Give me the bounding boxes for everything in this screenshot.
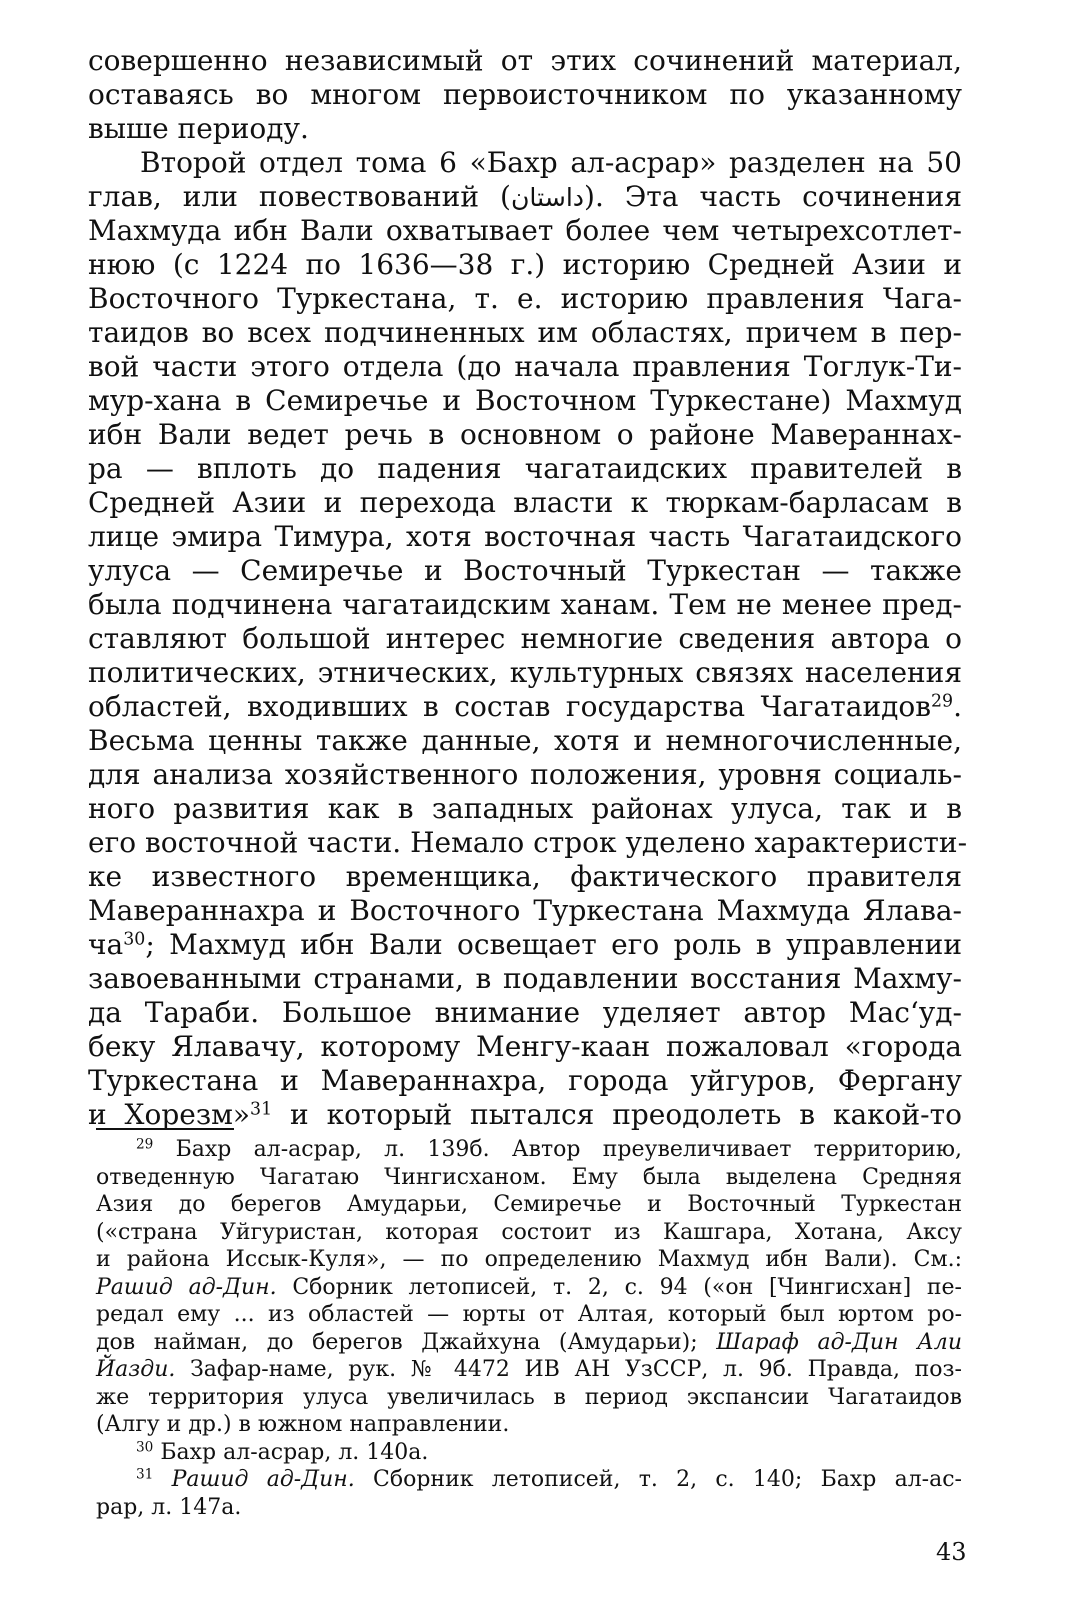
footnote-line: отведенную Чагатаю Чингисханом. Ему была выделена Средняя bbox=[96, 1164, 962, 1190]
text-fragment: Зафар-наме, рук. № 4472 ИВ АН УзССР, л. 9б. Правда, поз- bbox=[175, 1357, 962, 1382]
text-line: Туркестана и Мавераннахра, города уйгуров, Фергану bbox=[88, 1064, 962, 1097]
author-name: Рашид ад-Дин. bbox=[171, 1467, 355, 1492]
text-fragment: Сборник летописей, т. 2, с. 140; Бахр ал-ас- bbox=[354, 1467, 962, 1492]
text-line: да Тараби. Большое внимание уделяет автор Мас‘уд- bbox=[88, 996, 962, 1029]
footnote-line bbox=[96, 1274, 962, 1302]
text-fragment: Бахр ал-асрар, л. 140а. bbox=[153, 1439, 429, 1465]
footnote-line bbox=[96, 1329, 962, 1357]
text-fragment: ча bbox=[88, 928, 124, 961]
text-fragment: глав, или повествований ( bbox=[88, 180, 511, 213]
text-line: ного развития как в западных районах улуса, так и в bbox=[88, 792, 962, 825]
text-fragment: дов найман, до берегов Джайхуна (Амударьи); bbox=[96, 1329, 717, 1355]
footnote-ref-31[interactable]: 31 bbox=[250, 1099, 273, 1120]
footnote-line: рар, л. 147а. bbox=[96, 1494, 242, 1520]
footnote-ref-29[interactable]: 29 bbox=[931, 691, 954, 712]
text-line: Средней Азии и перехода власти к тюркам-барласам в bbox=[88, 486, 962, 519]
text-line: таидов во всех подчиненных им областях, причем в пер- bbox=[88, 316, 962, 349]
text-line: была подчинена чагатаидским ханам. Тем не менее пред- bbox=[88, 588, 962, 621]
text-fragment: Сборник летописей, т. 2, с. 94 («он [Чингисхан] пе- bbox=[276, 1274, 962, 1300]
footnote-marker: 29 bbox=[136, 1136, 154, 1153]
text-line: политических, этнических, культурных связях населения bbox=[88, 656, 962, 689]
footnote-line: редал ему ... из областей — юрты от Алтая, который был юртом ро- bbox=[96, 1302, 962, 1327]
text-line bbox=[88, 690, 962, 724]
text-line: ибн Вали ведет речь в основном о районе Мавераннах- bbox=[88, 418, 962, 451]
footnote-line: («страна Уйгуристан, которая состоит из Кашгара, Хотана, Аксу bbox=[96, 1219, 962, 1245]
footnote-marker: 30 bbox=[136, 1439, 154, 1455]
footnote-29 bbox=[96, 1136, 962, 1164]
text-fragment: ). Эта часть сочинения bbox=[584, 180, 963, 213]
text-line: оставаясь во многом первоисточником по указанному bbox=[88, 78, 962, 111]
footnote-ref-30[interactable]: 30 bbox=[123, 929, 146, 950]
text-line: мур-хана в Семиречье и Восточном Туркестане) Махмуд bbox=[88, 384, 962, 417]
footnote-line: и района Иссык-Куля», — по определению Махмуд ибн Вали). См.: bbox=[96, 1247, 962, 1272]
text-line: лице эмира Тимура, хотя восточная часть Чагатаидского bbox=[88, 520, 962, 553]
arabic-term: داستان bbox=[510, 183, 585, 212]
text-fragment: и Хорезм» bbox=[88, 1098, 251, 1131]
text-line: Второй отдел тома 6 «Бахр ал-асрар» разделен на 50 bbox=[140, 146, 962, 179]
text-line: Весьма ценны также данные, хотя и немногочисленные, bbox=[88, 724, 962, 757]
footnote-line: Азия до берегов Амударьи, Семиречье и Восточный Туркестан bbox=[96, 1192, 962, 1217]
footnote-line bbox=[96, 1356, 962, 1384]
text-line: нюю (с 1224 по 1636—38 г.) историю Средней Азии и bbox=[88, 248, 962, 281]
text-line: Восточного Туркестана, т. е. историю правления Чага- bbox=[88, 282, 962, 315]
text-line: для анализа хозяйственного положения, уровня социаль- bbox=[88, 758, 962, 791]
footnote-31 bbox=[96, 1466, 962, 1494]
text-line: ке известного временщика, фактического правителя bbox=[88, 860, 962, 893]
text-line: совершенно независимый от этих сочинений материал, bbox=[88, 44, 962, 77]
footnotes bbox=[96, 1136, 962, 1521]
footnote-marker: 31 bbox=[136, 1466, 154, 1483]
text-fragment: ; Махмуд ибн Вали освещает его роль в управлении bbox=[145, 928, 962, 961]
text-line: беку Ялавачу, которому Менгу-каан пожаловал «города bbox=[88, 1030, 962, 1063]
author-name: Йазди. bbox=[96, 1357, 176, 1382]
text-line bbox=[88, 180, 962, 214]
footnote-line: (Алгу и др.) в южном направлении. bbox=[96, 1412, 510, 1437]
footnote-30 bbox=[96, 1439, 962, 1467]
text-line bbox=[88, 928, 962, 962]
footnote-line: же территория улуса увеличилась в период экспансии Чагатаидов bbox=[96, 1384, 962, 1410]
text-line: ставляют большой интерес немногие сведения автора о bbox=[88, 622, 962, 655]
text-fragment: . bbox=[953, 690, 962, 723]
author-name: Шараф ад-Дин Али bbox=[716, 1329, 962, 1355]
text-line: Мавераннахра и Восточного Туркестана Махмуда Ялава- bbox=[88, 894, 962, 927]
text-fragment: Бахр ал-асрар, л. 139б. Автор преувеличивает территорию, bbox=[153, 1137, 962, 1162]
text-fragment: и который пытался преодолеть в какой-то bbox=[272, 1098, 962, 1131]
text-line: завоеванными странами, в подавлении восстания Махму- bbox=[88, 962, 962, 995]
footnote-separator bbox=[96, 1128, 234, 1130]
text-line: Махмуда ибн Вали охватывает более чем четырехсотлет- bbox=[88, 214, 962, 247]
page-number: 43 bbox=[936, 1538, 967, 1566]
text-line: улуса — Семиречье и Восточный Туркестан — также bbox=[88, 554, 962, 587]
text-line: его восточной части. Немало строк уделено характеристи- bbox=[88, 826, 968, 859]
text-line: ра — вплоть до падения чагатаидских правителей в bbox=[88, 452, 962, 485]
text-line bbox=[88, 1098, 962, 1132]
text-line: выше периоду. bbox=[88, 112, 309, 145]
author-name: Рашид ад-Дин. bbox=[96, 1274, 277, 1300]
text-line: вой части этого отдела (до начала правления Тоглук-Ти- bbox=[88, 350, 962, 383]
text-fragment: областей, входивших в состав государства Чагатаидов bbox=[88, 690, 931, 723]
main-text bbox=[88, 44, 968, 1132]
